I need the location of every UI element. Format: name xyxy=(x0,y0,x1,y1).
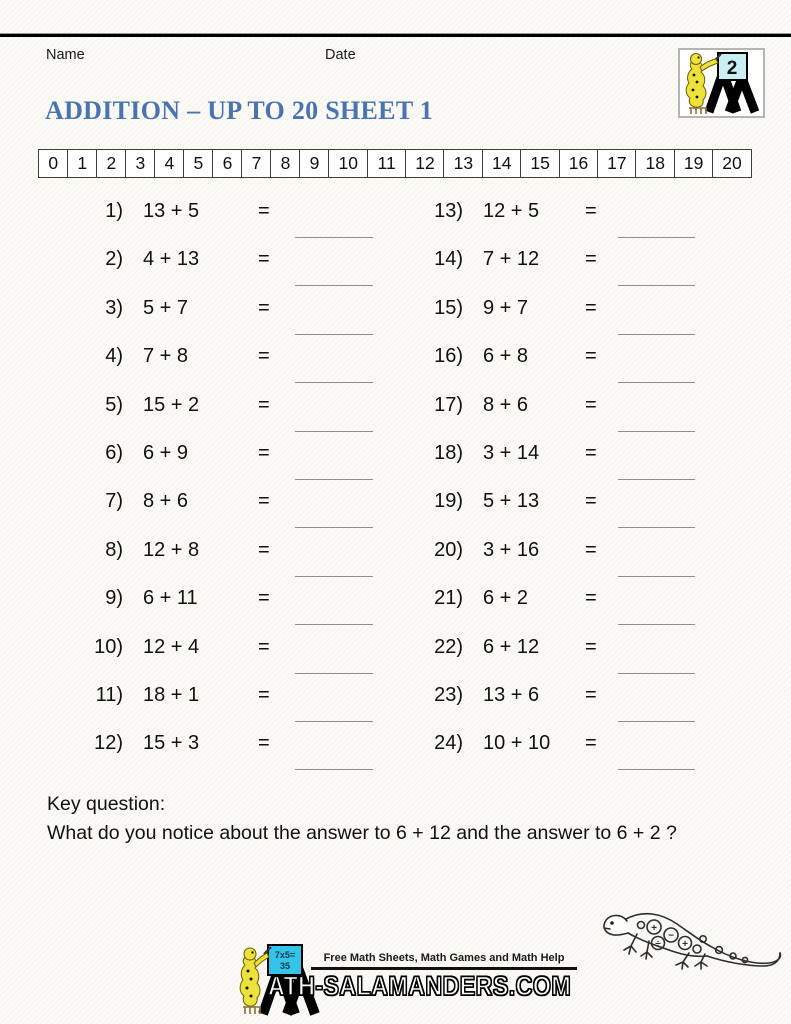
answer-line[interactable] xyxy=(618,769,695,770)
problem-expression: 12 + 4 xyxy=(143,635,200,658)
problem-number: 1) xyxy=(105,200,123,222)
problem-row xyxy=(85,583,395,631)
board-equation: 7x5= xyxy=(274,950,296,960)
answer-line[interactable] xyxy=(618,382,695,383)
svg-text:÷: ÷ xyxy=(655,939,661,950)
svg-text:−: − xyxy=(668,930,674,942)
stool-icon xyxy=(243,1007,261,1014)
problem-number: 24) xyxy=(434,732,463,755)
problem-expression: 5 + 13 xyxy=(483,490,540,513)
problem-number: 2) xyxy=(105,248,123,271)
equals-sign: = xyxy=(258,200,270,222)
problem-expression: 12 + 8 xyxy=(143,538,200,561)
problem-expression: 8 + 6 xyxy=(143,490,189,513)
number-line-cell: 3 xyxy=(125,149,156,178)
answer-line[interactable] xyxy=(295,624,373,625)
answer-line[interactable] xyxy=(295,285,373,286)
equals-sign: = xyxy=(258,248,270,271)
footer-tagline: Free Math Sheets, Math Games and Math Help xyxy=(323,952,565,964)
problem-expression: 4 + 13 xyxy=(143,248,200,271)
answer-line[interactable] xyxy=(295,527,373,528)
problem-expression: 9 + 7 xyxy=(483,296,529,319)
problem-row xyxy=(425,728,735,776)
problem-expression: 3 + 14 xyxy=(483,441,540,464)
answer-line[interactable] xyxy=(618,237,695,238)
equals-sign: = xyxy=(585,248,597,271)
equals-sign: = xyxy=(258,732,270,755)
problem-expression: 12 + 5 xyxy=(483,200,540,222)
equals-sign: = xyxy=(258,441,270,464)
grade-number: 2 xyxy=(726,58,738,79)
answer-line[interactable] xyxy=(618,624,695,625)
equals-sign: = xyxy=(585,393,597,416)
answer-line[interactable] xyxy=(618,285,695,286)
svg-text:+: + xyxy=(651,923,657,934)
equals-sign: = xyxy=(258,635,270,658)
page-title: ADDITION – UP TO 20 SHEET 1 xyxy=(45,96,434,125)
problem-expression: 10 + 10 xyxy=(483,732,551,755)
answer-line[interactable] xyxy=(295,673,373,674)
problem-row xyxy=(85,196,395,244)
number-line-cell: 17 xyxy=(597,149,637,178)
problem-row xyxy=(425,632,735,680)
answer-line[interactable] xyxy=(618,527,695,528)
problem-number: 22) xyxy=(434,635,463,658)
problem-number: 5) xyxy=(105,393,123,416)
problem-number: 13) xyxy=(434,200,463,222)
equals-sign: = xyxy=(585,732,597,755)
key-question xyxy=(47,790,677,847)
equals-sign: = xyxy=(258,490,270,513)
answer-line[interactable] xyxy=(618,673,695,674)
equals-sign: = xyxy=(258,538,270,561)
equals-sign: = xyxy=(585,441,597,464)
problem-number: 16) xyxy=(434,345,463,368)
problem-row xyxy=(425,293,735,341)
footer-brand xyxy=(237,942,577,1020)
problem-number: 4) xyxy=(105,345,123,368)
problem-number: 21) xyxy=(434,587,463,610)
problem-row xyxy=(425,390,735,438)
board-answer: 35 xyxy=(279,961,291,971)
problem-row xyxy=(425,196,735,244)
problem-column-left xyxy=(85,196,395,777)
problem-expression: 8 + 6 xyxy=(483,393,529,416)
problem-number: 20) xyxy=(434,538,463,561)
problem-expression: 3 + 16 xyxy=(483,538,540,561)
answer-line[interactable] xyxy=(618,431,695,432)
problem-row xyxy=(425,486,735,534)
equals-sign: = xyxy=(258,345,270,368)
number-line-cell: 9 xyxy=(299,149,330,178)
number-line-cell: 2 xyxy=(96,149,127,178)
equals-sign: = xyxy=(258,683,270,706)
number-line-cell: 14 xyxy=(482,149,522,178)
number-line-cell: 19 xyxy=(674,149,714,178)
number-line-cell: 8 xyxy=(270,149,301,178)
problem-number: 8) xyxy=(105,538,123,561)
equals-sign: = xyxy=(585,296,597,319)
equals-sign: = xyxy=(585,683,597,706)
problem-expression: 6 + 12 xyxy=(483,635,540,658)
problem-number: 10) xyxy=(94,635,123,658)
problems-section xyxy=(0,196,791,781)
problem-row xyxy=(425,438,735,486)
problem-number: 23) xyxy=(434,683,463,706)
problem-expression: 6 + 11 xyxy=(143,587,198,610)
problem-expression: 6 + 9 xyxy=(143,441,189,464)
number-line-cell: 16 xyxy=(559,149,599,178)
problem-number: 17) xyxy=(434,393,463,416)
problem-row xyxy=(85,244,395,292)
name-label: Name xyxy=(46,47,85,63)
problem-row xyxy=(85,341,395,389)
problem-row xyxy=(425,341,735,389)
problem-row xyxy=(85,486,395,534)
equals-sign: = xyxy=(585,200,597,222)
answer-line[interactable] xyxy=(618,479,695,480)
equals-sign: = xyxy=(258,296,270,319)
number-line-cell: 20 xyxy=(712,149,752,178)
problem-expression: 13 + 6 xyxy=(483,683,540,706)
equals-sign: = xyxy=(585,538,597,561)
problem-expression: 6 + 8 xyxy=(483,345,529,368)
answer-line[interactable] xyxy=(295,769,373,770)
problem-number: 12) xyxy=(94,732,123,755)
grade-board xyxy=(718,53,747,80)
problem-row xyxy=(85,293,395,341)
problem-row xyxy=(85,728,395,776)
number-line-cell: 6 xyxy=(212,149,243,178)
problem-row xyxy=(425,535,735,583)
number-line-cell: 12 xyxy=(405,149,445,178)
problem-expression: 5 + 7 xyxy=(143,296,189,319)
problem-number: 14) xyxy=(434,248,463,271)
number-line-cell: 15 xyxy=(520,149,560,178)
equals-sign: = xyxy=(585,345,597,368)
answer-line[interactable] xyxy=(295,721,373,722)
stool-icon xyxy=(689,108,707,114)
answer-line[interactable] xyxy=(295,382,373,383)
footer-divider xyxy=(311,967,577,970)
equals-sign: = xyxy=(585,490,597,513)
number-line xyxy=(38,149,752,178)
problem-number: 15) xyxy=(434,296,463,319)
problem-row xyxy=(425,583,735,631)
problem-row xyxy=(425,244,735,292)
problem-row xyxy=(425,680,735,728)
footer-site-name[interactable]: ATH-SALAMANDERS.COM xyxy=(267,971,571,1001)
problem-number: 9) xyxy=(105,587,123,610)
number-line-cell: 4 xyxy=(154,149,185,178)
answer-line[interactable] xyxy=(295,334,373,335)
problem-expression: 18 + 1 xyxy=(143,683,200,706)
answer-line[interactable] xyxy=(618,334,695,335)
problem-column-right xyxy=(425,196,735,777)
number-line-cell: 7 xyxy=(241,149,272,178)
problem-number: 11) xyxy=(95,683,123,706)
problem-expression: 6 + 2 xyxy=(483,587,529,610)
grade-logo-image xyxy=(680,50,763,116)
key-question-text: What do you notice about the answer to 6 + 12 and the answer to 6 + 2 ? xyxy=(47,821,677,844)
problem-row xyxy=(85,632,395,680)
problem-expression: 15 + 2 xyxy=(143,393,200,416)
problem-expression: 7 + 12 xyxy=(483,248,540,271)
gecko-illustration xyxy=(597,884,785,970)
date-label: Date xyxy=(325,47,356,63)
number-line-cell: 13 xyxy=(443,149,483,178)
answer-line[interactable] xyxy=(618,721,695,722)
problem-row xyxy=(85,438,395,486)
equals-sign: = xyxy=(258,587,270,610)
number-line-cell: 11 xyxy=(367,149,407,178)
grade-logo-box xyxy=(678,48,765,118)
answer-line[interactable] xyxy=(295,431,373,432)
problem-expression: 15 + 3 xyxy=(143,732,200,755)
svg-text:+: + xyxy=(682,939,688,950)
equals-sign: = xyxy=(258,393,270,416)
problem-number: 19) xyxy=(434,490,463,513)
answer-line[interactable] xyxy=(295,237,373,238)
number-line-cell: 1 xyxy=(67,149,98,178)
number-line-cell: 5 xyxy=(183,149,214,178)
problem-number: 6) xyxy=(105,441,123,464)
answer-line[interactable] xyxy=(295,479,373,480)
top-divider xyxy=(0,33,791,37)
number-line-cell: 18 xyxy=(635,149,675,178)
equals-sign: = xyxy=(585,587,597,610)
problem-row xyxy=(85,390,395,438)
problem-row xyxy=(85,535,395,583)
problem-number: 18) xyxy=(434,441,463,464)
equals-sign: = xyxy=(585,635,597,658)
problem-number: 7) xyxy=(105,490,123,513)
key-question-label: Key question: xyxy=(47,793,166,815)
answer-line[interactable] xyxy=(618,576,695,577)
problem-number: 3) xyxy=(105,296,123,319)
problem-row xyxy=(85,680,395,728)
problem-expression: 13 + 5 xyxy=(143,200,200,222)
problem-expression: 7 + 8 xyxy=(143,345,189,368)
number-line-cell: 10 xyxy=(328,149,368,178)
number-line-cell: 0 xyxy=(38,149,69,178)
answer-line[interactable] xyxy=(295,576,373,577)
